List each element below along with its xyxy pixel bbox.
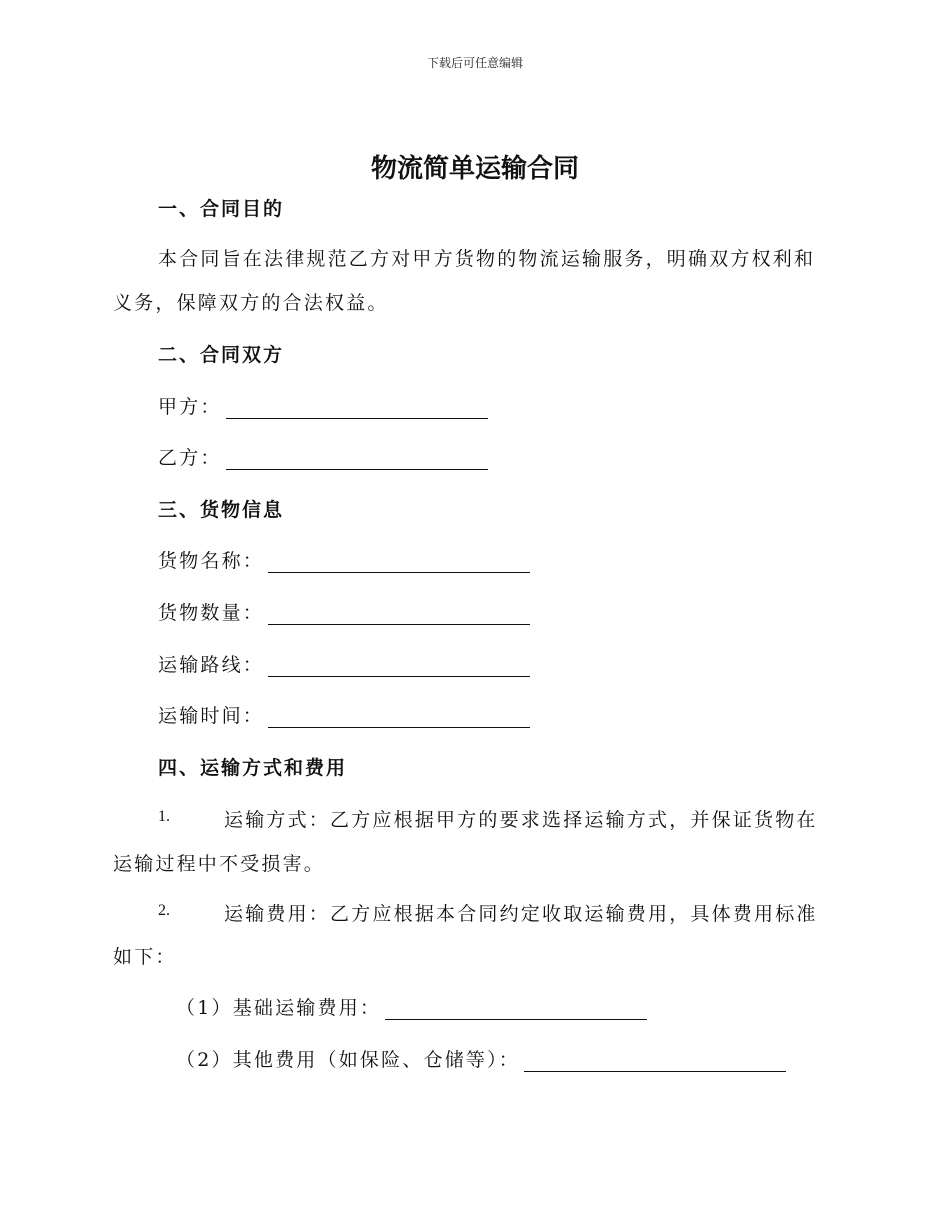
party-a-blank-line[interactable] — [226, 398, 488, 419]
transport-time-field — [158, 701, 530, 728]
goods-name-label: 货物名称： — [158, 550, 265, 572]
item-1-line-1: 运输方式：乙方应根据甲方的要求选择运输方式，并保证货物在 — [224, 809, 818, 831]
item-2-number: 2. — [158, 902, 170, 919]
route-field — [158, 650, 530, 677]
section-heading-goods: 三、货物信息 — [158, 499, 285, 521]
document-title: 物流简单运输合同 — [370, 154, 579, 184]
party-b-blank-line[interactable] — [226, 449, 488, 470]
section-heading-method-fees: 四、运输方式和费用 — [158, 757, 348, 779]
other-fees-label: （2）其他费用（如保险、仓储等）： — [176, 1049, 520, 1071]
item-2-line-1: 运输费用：乙方应根据本合同约定收取运输费用，具体费用标准 — [224, 903, 818, 925]
section-heading-parties: 二、合同双方 — [158, 344, 285, 366]
party-a-label: 甲方： — [158, 396, 222, 418]
item-2-line-2: 如下： — [113, 946, 177, 968]
purpose-paragraph-line-2: 义务，保障双方的合法权益。 — [113, 292, 389, 314]
transport-time-blank-line[interactable] — [268, 707, 530, 728]
other-fees-blank-line[interactable] — [524, 1051, 786, 1072]
goods-quantity-label: 货物数量： — [158, 602, 265, 624]
goods-quantity-field — [158, 598, 530, 625]
goods-quantity-blank-line[interactable] — [268, 604, 530, 625]
item-1-number: 1. — [158, 808, 170, 825]
goods-name-field — [158, 546, 530, 573]
base-fee-field — [176, 993, 647, 1020]
section-heading-purpose: 一、合同目的 — [158, 198, 285, 220]
transport-time-label: 运输时间： — [158, 705, 265, 727]
party-b-label: 乙方： — [158, 447, 222, 469]
other-fees-field — [176, 1045, 786, 1072]
goods-name-blank-line[interactable] — [268, 552, 530, 573]
route-blank-line[interactable] — [268, 656, 530, 677]
party-a-field — [158, 392, 488, 419]
base-fee-label: （1）基础运输费用： — [176, 997, 382, 1019]
route-label: 运输路线： — [158, 654, 265, 676]
party-b-field — [158, 443, 488, 470]
purpose-paragraph-line-1: 本合同旨在法律规范乙方对甲方货物的物流运输服务，明确双方权利和 — [158, 248, 816, 270]
base-fee-blank-line[interactable] — [385, 999, 647, 1020]
page-header-note: 下载后可任意编辑 — [426, 56, 523, 70]
item-1-line-2: 运输过程中不受损害。 — [113, 853, 326, 875]
